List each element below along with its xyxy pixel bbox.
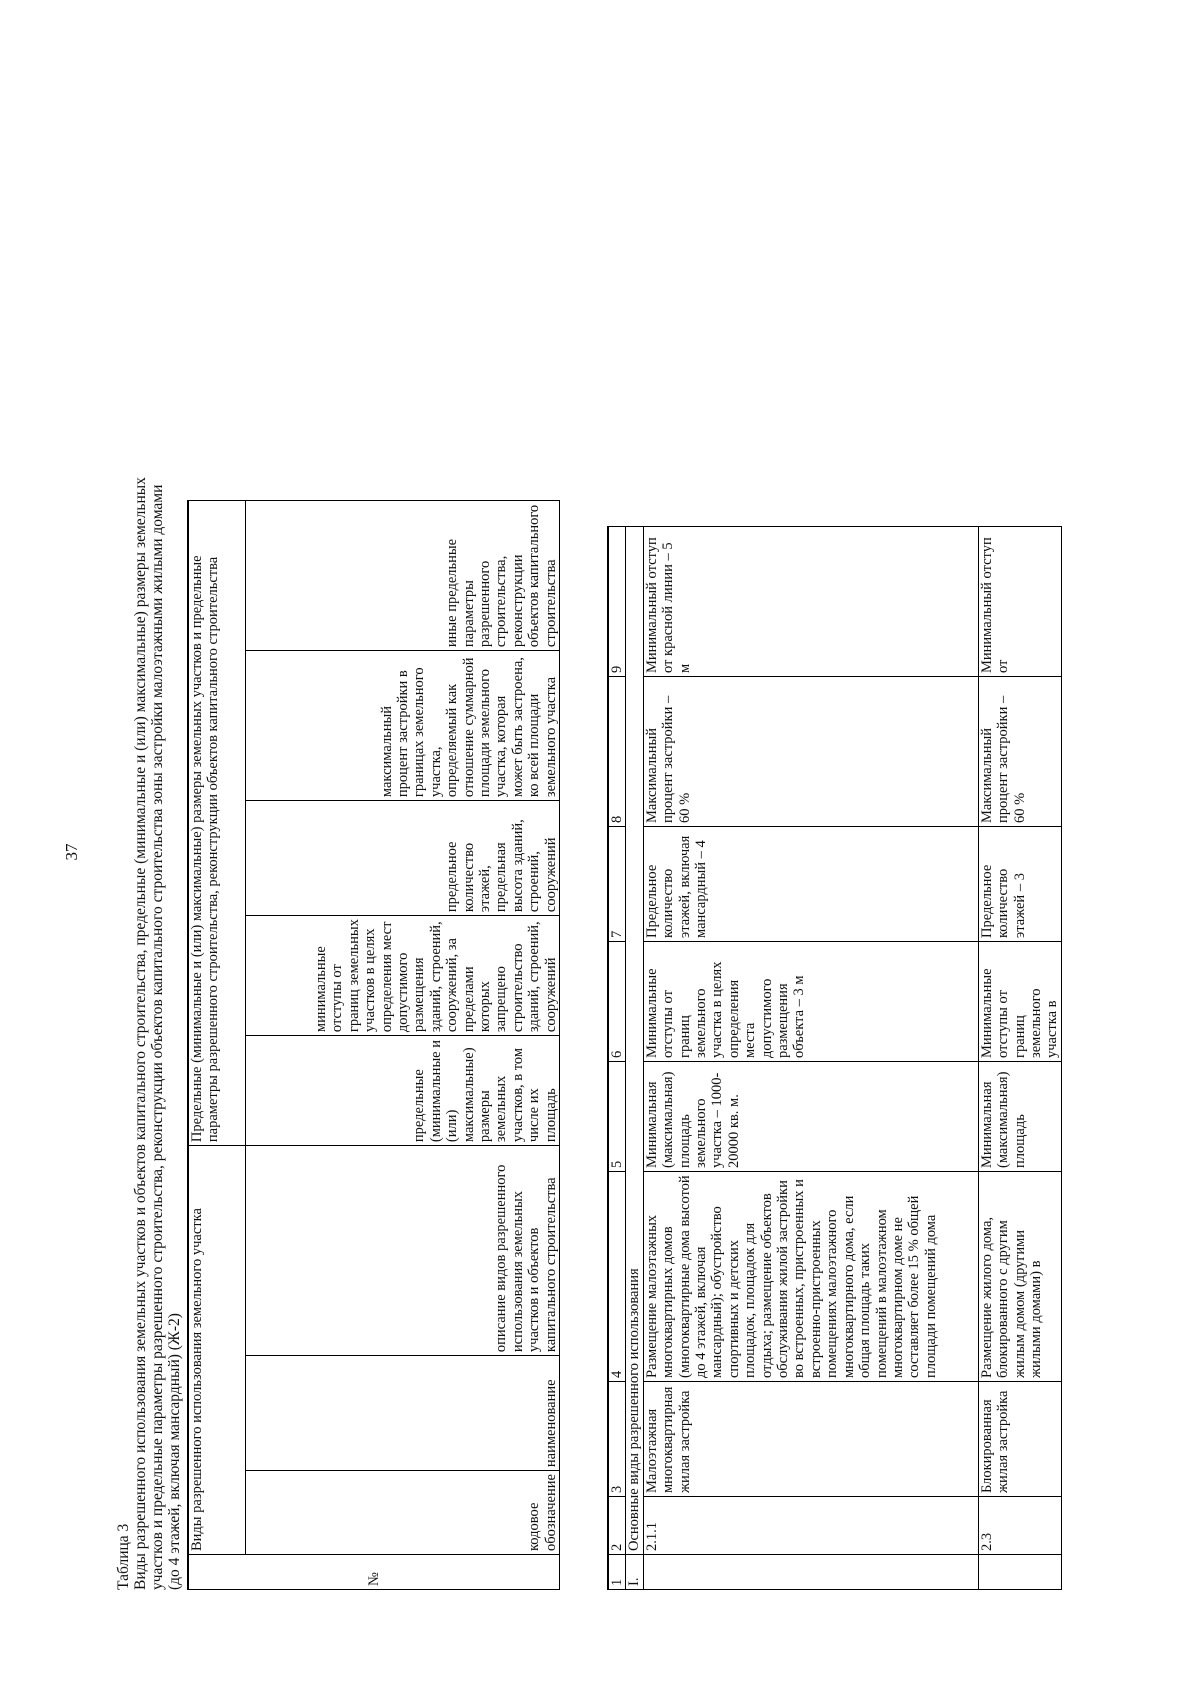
row-area: Минимальная (максимальная) площадь земельного участка – 1000-20000 кв. м. bbox=[643, 1062, 978, 1172]
table-title-line-3: (до 4 этажей, включая мансардный) (Ж-2) bbox=[166, 1313, 183, 1590]
section-title: Основные виды разрешенного использования bbox=[626, 527, 643, 1555]
section-row bbox=[626, 527, 643, 1590]
table-title-line-2: участков и предельные параметры разрешенного строительства, реконструкции объектов капитального строительства зоны застройки малоэтажными жилыми домами bbox=[149, 484, 166, 1590]
row-floors: Предельное количество этажей – 3 bbox=[978, 827, 1061, 942]
header-name: наименование bbox=[246, 1356, 560, 1471]
rotated-page-content bbox=[115, 135, 1125, 1590]
header-group-kinds: Виды разрешенного использования земельного участка bbox=[188, 1146, 246, 1555]
row-num bbox=[978, 1555, 1061, 1590]
row-code: 2.3 bbox=[978, 1497, 1061, 1555]
column-number-row bbox=[608, 527, 626, 1590]
row-floors: Предельное количество этажей, включая мансардный – 4 bbox=[643, 827, 978, 942]
header-area: предельные (минимальные и (или) максимальные) размеры земельных участков, в том числе их площадь bbox=[246, 1036, 560, 1146]
data-table bbox=[607, 526, 1062, 1590]
section-index: I. bbox=[626, 1555, 643, 1590]
row-num bbox=[643, 1555, 978, 1590]
header-coverage: максимальный процент застройки в границах земельного участка, определяемый как отношение суммарной площади земельного участка, которая может быть застроена, ко всей площади земельного участка bbox=[246, 651, 560, 801]
header-description: описание видов разрешенного использования земельных участков и объектов капитального строительства bbox=[246, 1146, 560, 1356]
table-title-line-1: Виды разрешенного использования земельных участков и объектов капитального строительства, предельные (минимальные и (или) максимальные) размеры земельных bbox=[132, 477, 149, 1590]
row-other: Минимальный отступ от bbox=[978, 527, 1061, 677]
header-group-params: Предельные (минимальные и (или) максимальные) размеры земельных участков и предельные параметры разрешенного строительства, реконструкции объектов капитального строительства bbox=[188, 501, 246, 1146]
table-label: Таблица 3 bbox=[115, 1523, 132, 1590]
row-coverage: Максимальный процент застройки – 60 % bbox=[978, 677, 1061, 827]
column-number: 5 bbox=[608, 1062, 626, 1172]
row-setbacks: Минимальные отступы от границ земельного участка в целях определения места допустимого размещения объекта – 3 м bbox=[643, 942, 978, 1062]
header-floors: предельное количество этажей, предельная высота зданий, строений, сооружений bbox=[246, 801, 560, 916]
header-num: № bbox=[188, 1555, 560, 1590]
column-number: 3 bbox=[608, 1382, 626, 1497]
table-row bbox=[643, 527, 978, 1590]
column-number: 7 bbox=[608, 827, 626, 942]
row-other: Минимальный отступ от красной линии – 5 м bbox=[643, 527, 978, 677]
header-setbacks: минимальные отступы от границ земельных участков в целях определения мест допустимого размещения зданий, строений, сооружений, за пределами которых запрещено строительство зданий, строений, сооружений bbox=[246, 916, 560, 1036]
header-other: иные предельные параметры разрешенного строительства, реконструкции объектов капитального строительства bbox=[246, 501, 560, 651]
column-number: 8 bbox=[608, 677, 626, 827]
header-table bbox=[187, 500, 560, 1590]
page-number: 37 bbox=[62, 843, 81, 861]
row-area: Минимальная (максимальная) площадь bbox=[978, 1062, 1061, 1172]
column-number: 9 bbox=[608, 527, 626, 677]
row-coverage: Максимальный процент застройки – 60 % bbox=[643, 677, 978, 827]
column-number: 2 bbox=[608, 1497, 626, 1555]
row-name: Блокированная жилая застройка bbox=[978, 1382, 1061, 1497]
row-setbacks: Минимальные отступы от границ земельного участка в bbox=[978, 942, 1061, 1062]
column-number: 6 bbox=[608, 942, 626, 1062]
column-number: 1 bbox=[608, 1555, 626, 1590]
table-row bbox=[978, 527, 1061, 1590]
header-code: кодовое обозначение bbox=[246, 1471, 560, 1555]
row-description: Размещение малоэтажных многоквартирных домов (многоквартирные дома высотой до 4 этажей, включая мансардный); обустройство спортивных и детских площадок, площадок для отдыха; размещение объектов обслуживания жилой застройки во встроенных, пристроенных и встроенно-пристроенных помещениях малоэтажного многоквартирного дома, если общая площадь таких помещений в малоэтажном многоквартирном доме не составляет более 15 % общей площади помещений дома bbox=[643, 1172, 978, 1382]
row-code: 2.1.1 bbox=[643, 1497, 978, 1555]
row-name: Малоэтажная многоквартирная жилая застройка bbox=[643, 1382, 978, 1497]
row-description: Размещение жилого дома, блокированного с другим жилым домом (другими жилыми домами) в bbox=[978, 1172, 1061, 1382]
column-number: 4 bbox=[608, 1172, 626, 1382]
